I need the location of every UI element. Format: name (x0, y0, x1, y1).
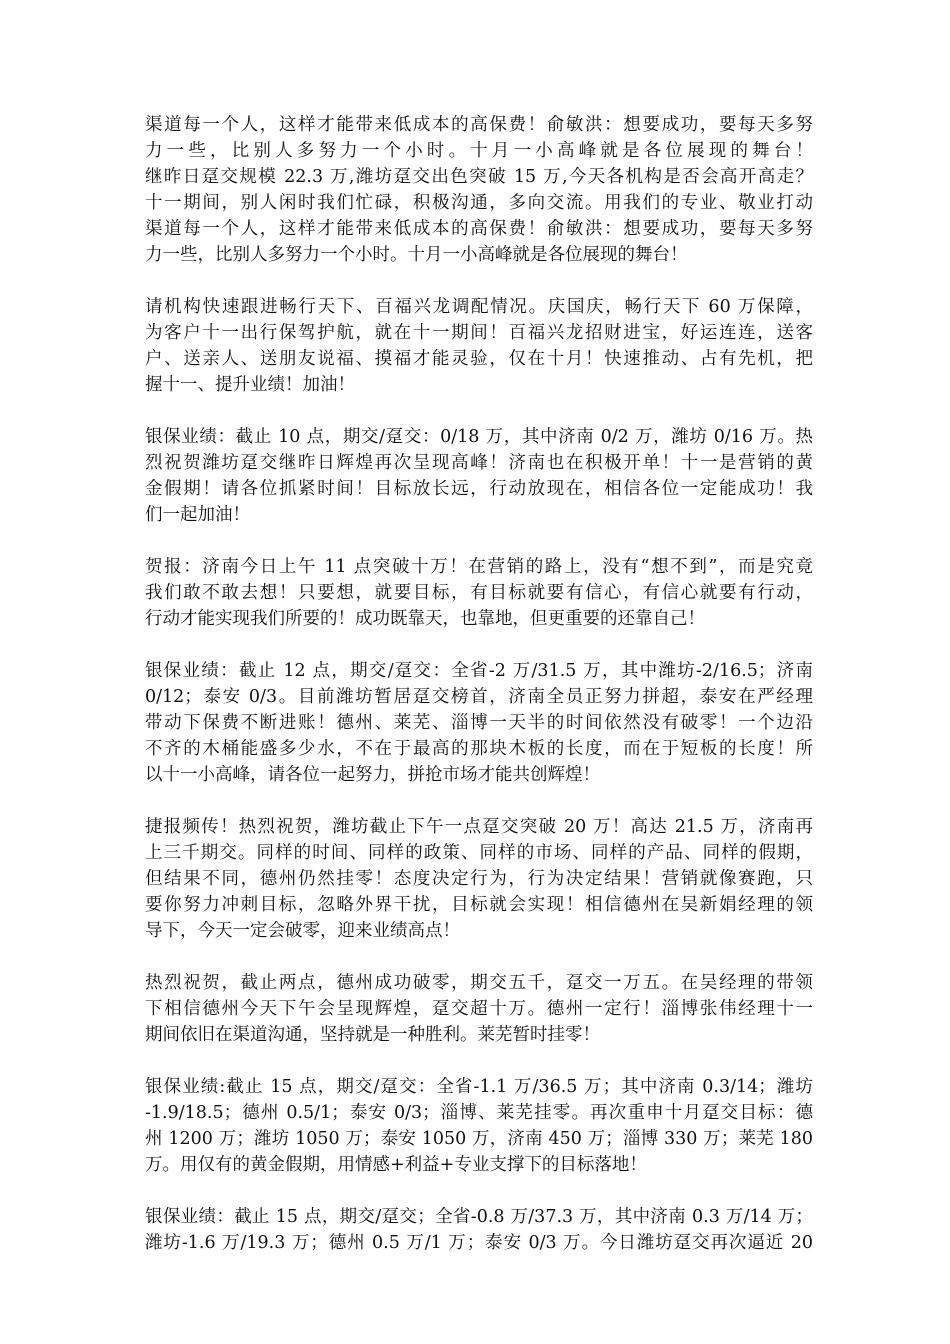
text-line: 请机构快速跟进畅行天下、百福兴龙调配情况。庆国庆，畅行天下 60 万保障， (145, 297, 813, 317)
text-line: 热烈祝贺，截止两点，德州成功破零，期交五千，趸交一万五。在吴经理的带领 (145, 973, 813, 993)
text-line: 不齐的木桶能盛多少水，不在于最高的那块木板的长度，而在于短板的长度！所 (145, 739, 813, 759)
paragraph-6 (145, 814, 813, 944)
paragraph-8 (145, 1074, 813, 1178)
text-line: 金假期！请各位抓紧时间！目标放长远，行动放现在，相信各位一定能成功！我 (145, 479, 813, 499)
paragraph-9 (145, 1204, 813, 1256)
text-line: 渠道每一个人，这样才能带来低成本的高保费！俞敏洪：想要成功，要每天多努 (145, 115, 813, 135)
text-line: 们一起加油！ (145, 505, 250, 525)
text-line: 捷报频传！热烈祝贺，潍坊截止下午一点趸交突破 20 万！高达 21.5 万，济南再 (145, 817, 813, 837)
text-line: -1.9/18.5；德州 0.5/1；泰安 0/3；淄博、莱芜挂零。再次重申十月趸交目标：德 (145, 1103, 813, 1123)
text-line: 0/12；泰安 0/3。目前潍坊暂居趸交榜首，济南全员正努力拼超，泰安在严经理 (145, 687, 813, 707)
text-line: 烈祝贺潍坊趸交继昨日辉煌再次呈现高峰！济南也在积极开单！十一是营销的黄 (145, 453, 813, 473)
text-line: 要你努力冲刺目标，忽略外界干扰，目标就会实现！相信德州在吴新娟经理的领 (145, 895, 813, 915)
text-line: 我们敢不敢去想！只要想，就要目标，有目标就要有信心，有信心就要有行动， (145, 583, 813, 603)
text-line: 下相信德州今天下午会呈现辉煌，趸交超十万。德州一定行！淄博张伟经理十一 (145, 999, 813, 1019)
text-line: 行动才能实现我们所要的！成功既靠天，也靠地，但更重要的还靠自己！ (145, 609, 705, 629)
text-line: 户、送亲人、送朋友说福、摸福才能灵验，仅在十月！快速推动、占有先机，把 (145, 349, 813, 369)
text-line: 以十一小高峰，请各位一起努力，拼抢市场才能共创辉煌！ (145, 765, 600, 785)
paragraph-2 (145, 294, 813, 398)
paragraph-7 (145, 970, 813, 1048)
text-line: 渠道每一个人，这样才能带来低成本的高保费！俞敏洪：想要成功，要每天多努 (145, 219, 813, 239)
text-line: 银保业绩：截止 10 点，期交/趸交：0/18 万，其中济南 0/2 万，潍坊 0/16 万。热 (145, 427, 813, 447)
text-line: 但结果不同，德州仍然挂零！态度决定行为，行为决定结果！营销就像赛跑，只 (145, 869, 813, 889)
paragraph-4 (145, 554, 813, 632)
text-line: 握十一、提升业绩！加油！ (145, 375, 355, 395)
text-line: 力一些，比别人多努力一个小时。十月一小高峰就是各位展现的舞台！ (145, 141, 813, 161)
text-line: 银保业绩:截止 15 点，期交/趸交：全省-1.1 万/36.5 万；其中济南 0.3/14；潍坊 (145, 1077, 813, 1097)
text-line: 州 1200 万；潍坊 1050 万；泰安 1050 万，济南 450 万；淄博 330 万；莱芜 180 (145, 1129, 813, 1149)
text-line: 导下，今天一定会破零，迎来业绩高点！ (145, 921, 460, 941)
paragraph-1 (145, 112, 813, 268)
text-line: 潍坊-1.6 万/19.3 万；德州 0.5 万/1 万；泰安 0/3 万。今日潍坊趸交再次逼近 20 (145, 1233, 813, 1253)
text-line: 继昨日趸交规模 22.3 万,潍坊趸交出色突破 15 万,今天各机构是否会高开高走？ (145, 167, 813, 187)
text-line: 万。用仅有的黄金假期，用情感+利益+专业支撑下的目标落地！ (145, 1155, 647, 1175)
text-line: 期间依旧在渠道沟通，坚持就是一种胜利。莱芜暂时挂零！ (145, 1025, 600, 1045)
text-line: 为客户十一出行保驾护航，就在十一期间！百福兴龙招财进宝，好运连连，送客 (145, 323, 813, 343)
text-line: 上三千期交。同样的时间、同样的政策、同样的市场、同样的产品、同样的假期， (145, 843, 813, 863)
text-line: 十一期间，别人闲时我们忙碌，积极沟通，多向交流。用我们的专业、敬业打动 (145, 193, 813, 213)
text-line: 贺报：济南今日上午 11 点突破十万！在营销的路上，没有“想不到”，而是究竟 (145, 557, 813, 577)
document-page (145, 112, 813, 1282)
text-line: 银保业绩：截止 15 点，期交/趸交；全省-0.8 万/37.3 万，其中济南 0.3 万/14 万； (145, 1207, 813, 1227)
paragraph-3 (145, 424, 813, 528)
text-line: 力一些，比别人多努力一个小时。十月一小高峰就是各位展现的舞台！ (145, 245, 688, 265)
text-line: 带动下保费不断进账！德州、莱芜、淄博一天半的时间依然没有破零！一个边沿 (145, 713, 813, 733)
text-line: 银保业绩：截止 12 点，期交/趸交：全省-2 万/31.5 万，其中潍坊-2/16.5；济南 (145, 661, 813, 681)
paragraph-5 (145, 658, 813, 788)
